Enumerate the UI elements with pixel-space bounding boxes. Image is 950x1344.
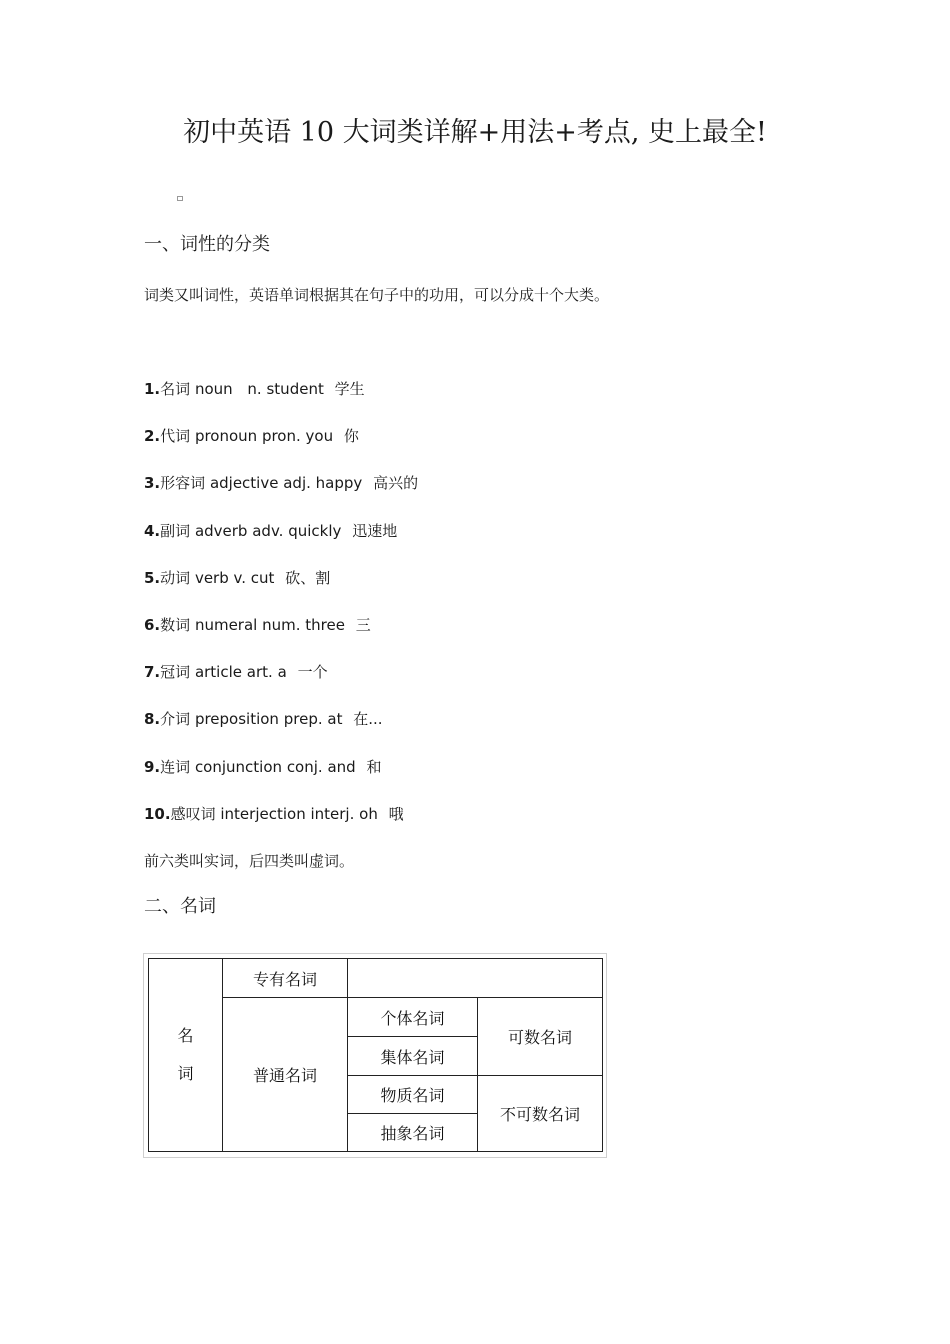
pos-english-name: interjection: [220, 804, 306, 823]
pos-abbreviation: num.: [262, 615, 301, 634]
pos-number: 2.: [144, 427, 161, 446]
pos-example-meaning: 学生: [334, 380, 365, 398]
pos-example-word: student: [266, 380, 324, 398]
pos-chinese-name: 副词: [160, 521, 191, 540]
pos-chinese-name: 感叹词: [170, 804, 216, 823]
pos-chinese-name: 形容词: [160, 474, 206, 493]
pos-english-name: article: [194, 663, 242, 682]
pos-number: 6.: [144, 615, 161, 634]
pos-item: [144, 378, 418, 425]
section-heading-nouns: 二、名词: [144, 896, 216, 917]
pos-number: 5.: [144, 568, 161, 587]
pos-number: 9.: [144, 757, 161, 776]
pos-number: 10.: [144, 804, 171, 823]
pos-abbreviation: art.: [246, 663, 273, 682]
noun-root-char-2: 词: [177, 1064, 194, 1083]
pos-item: [144, 472, 418, 519]
proper-noun-cell: 专有名词: [223, 959, 348, 998]
pos-chinese-name: 连词: [160, 757, 191, 776]
pos-english-name: adverb: [194, 521, 248, 540]
noun-root-cell: [149, 959, 223, 1152]
pos-english-name: noun: [194, 380, 233, 398]
pos-abbreviation: n.: [247, 380, 262, 398]
noun-root-char-1: 名: [177, 1026, 194, 1045]
pos-example-meaning: 和: [366, 757, 382, 776]
pos-item: [144, 520, 418, 567]
pos-item: [144, 708, 418, 755]
uncountable-noun-cell: 不可数名词: [478, 1076, 603, 1152]
intro-paragraph: 词类又叫词性，英语单词根据其在句子中的功用，可以分成十个大类。: [144, 286, 610, 304]
pos-number: 7.: [144, 663, 161, 682]
countable-noun-cell: 可数名词: [478, 998, 603, 1076]
pos-example-word: at: [327, 710, 343, 729]
pos-abbreviation: prep.: [283, 710, 323, 729]
pos-number: 3.: [144, 474, 161, 493]
pos-example-word: a: [277, 663, 287, 682]
pos-chinese-name: 代词: [160, 427, 191, 446]
pos-abbreviation: adv.: [252, 521, 284, 540]
pos-abbreviation: pron.: [261, 427, 301, 446]
pos-example-meaning: 哦: [388, 804, 404, 823]
pos-example-word: quickly: [288, 521, 342, 540]
pos-abbreviation: v.: [233, 568, 246, 587]
pos-example-meaning: 一个: [297, 663, 328, 682]
pos-chinese-name: 冠词: [160, 663, 191, 682]
pos-item: [144, 803, 418, 850]
pos-example-meaning: 高兴的: [373, 474, 419, 493]
pos-item: [144, 614, 418, 661]
pos-english-name: preposition: [194, 710, 279, 729]
pos-item: [144, 425, 418, 472]
pos-example-word: three: [305, 615, 345, 634]
pos-abbreviation: adj.: [283, 474, 311, 493]
parts-of-speech-list: [144, 378, 418, 850]
pos-example-meaning: 迅速地: [352, 521, 398, 540]
page-title: 初中英语 10 大词类详解+用法+考点, 史上最全!: [183, 117, 767, 148]
pos-number: 4.: [144, 521, 161, 540]
pos-abbreviation: interj.: [310, 804, 355, 823]
pos-english-name: pronoun: [194, 427, 258, 446]
pos-chinese-name: 介词: [160, 710, 191, 729]
pos-english-name: verb: [194, 568, 229, 587]
pos-english-name: adjective: [209, 474, 279, 493]
pos-chinese-name: 动词: [160, 568, 191, 587]
pos-example-meaning: 砍、割: [285, 568, 331, 587]
noun-classification-table: [148, 958, 603, 1152]
pos-abbreviation: conj.: [286, 757, 323, 776]
proper-noun-empty-cell: [348, 959, 603, 998]
summary-paragraph: 前六类叫实词，后四类叫虚词。: [144, 852, 355, 870]
pos-english-name: numeral: [194, 615, 258, 634]
pos-number: 8.: [144, 710, 161, 729]
individual-noun-cell: 个体名词: [348, 998, 478, 1037]
pos-example-meaning: 你: [343, 427, 359, 446]
pos-example-meaning: 三: [355, 615, 371, 634]
common-noun-cell: 普通名词: [223, 998, 348, 1152]
abstract-noun-cell: 抽象名词: [348, 1114, 478, 1152]
pos-example-word: you: [305, 427, 334, 446]
material-noun-cell: 物质名词: [348, 1076, 478, 1114]
pos-example-word: oh: [359, 804, 378, 823]
pos-example-meaning: 在...: [353, 710, 383, 729]
pos-chinese-name: 数词: [160, 615, 191, 634]
pos-number: 1.: [144, 380, 161, 398]
pos-item: [144, 567, 418, 614]
pos-example-word: and: [327, 757, 356, 776]
collective-noun-cell: 集体名词: [348, 1037, 478, 1076]
pos-example-word: cut: [250, 568, 275, 587]
pos-item: [144, 661, 418, 708]
section-heading-pos-classification: 一、词性的分类: [144, 234, 270, 255]
paragraph-marker: [177, 196, 183, 201]
pos-item: [144, 756, 418, 803]
pos-english-name: conjunction: [194, 757, 283, 776]
pos-example-word: happy: [315, 474, 363, 493]
pos-chinese-name: 名词: [160, 380, 191, 398]
